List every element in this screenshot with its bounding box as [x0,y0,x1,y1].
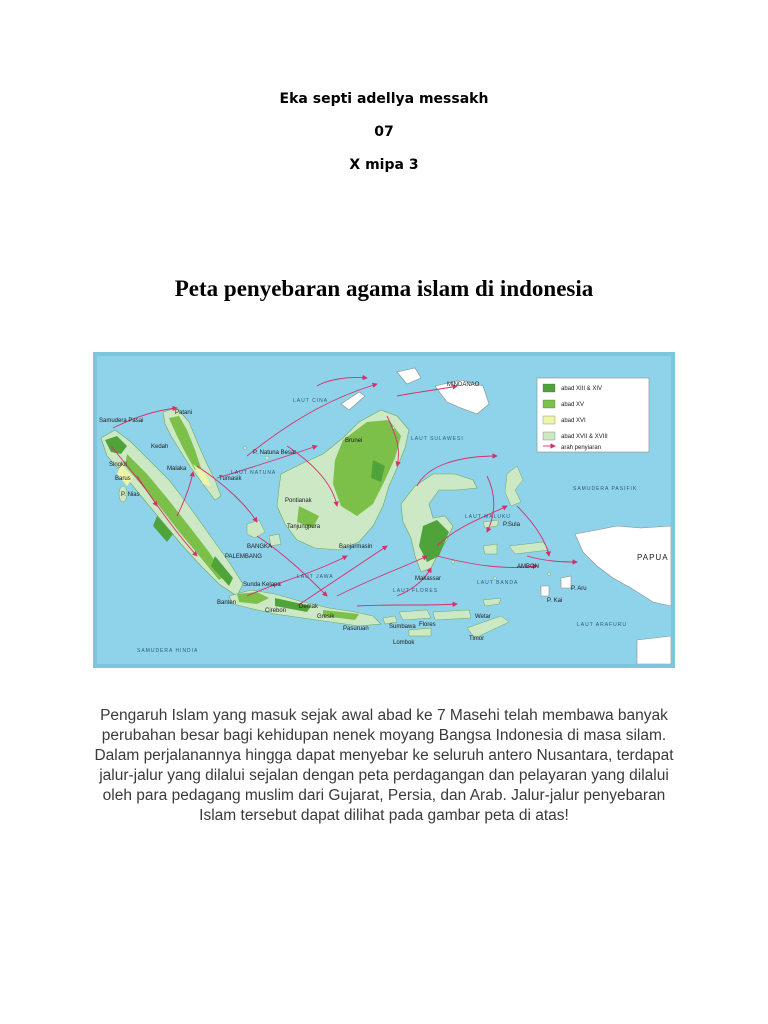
label-aru: P. Aru [571,586,587,592]
label-laut-natuna: LAUT NATUNA [231,470,277,476]
label-samudera-hindia: SAMUDERA HINDIA [137,648,199,654]
label-malaka: Malaka [167,466,187,472]
label-laut-banda: LAUT BANDA [477,580,519,586]
label-kedah: Kedah [151,444,169,450]
label-nias: P. Nias [121,492,140,498]
label-tumasik: Tumasik [219,476,242,482]
label-sula: P.Sula [503,522,520,528]
label-sunda-kelapa: Sunda Kelapa [243,582,281,588]
label-brunei: Brunei [345,438,363,444]
land-flores [433,610,471,620]
label-laut-jawa: LAUT JAWA [297,574,334,580]
label-laut-maluku: LAUT MALUKU [465,514,511,520]
legend-label-route: arah penyiaran [561,445,602,451]
label-patani: Patani [175,410,193,416]
student-class: X mipa 3 [349,157,419,173]
body-paragraph: Pengaruh Islam yang masuk sejak awal abad ke 7 Masehi telah membawa banyak perubahan besar bagi kehidupan nenek moyang Bangsa Indonesia di masa silam. Dalam perjalanannya hingga dapat menyebar ke seluruh antero Nusantara, terdapat jalur-jalur yang dilalui sejalan dengan peta perdagangan dan pelayaran yang dilalui oleh para pedagang muslim dari Gujarat, Persia, dan Arab. Jalur-jalur penyebaran Islam tersebut dapat dilihat pada gambar peta di atas! [94,707,674,824]
label-demak: Demak [299,604,319,610]
label-palembang: PALEMBANG [225,554,262,560]
label-banten: Banten [217,600,237,606]
label-pontianak: Pontianak [285,498,312,504]
label-singkil: Singkil [109,462,127,468]
label-sumbawa: Sumbawa [389,624,416,630]
label-laut-arafuru: LAUT ARAFURU [577,622,627,628]
label-barus: Barus [115,476,131,482]
label-banjarmasin: Banjarmasin [339,544,373,550]
label-tanjungpura: Tanjungpura [287,524,321,530]
label-mindanao: MINDANAO [447,382,480,388]
label-pasuruan: Pasuruan [343,626,369,632]
label-bangka: BANGKA [247,544,273,550]
legend-label-xvi: abad XVI [561,418,586,424]
student-number: 07 [374,124,394,140]
label-ambon: AMBON [517,564,540,570]
legend-swatch-xvii [543,432,555,440]
legend-label-xiii: abad XIII & XIV [561,386,603,392]
label-laut-sulawesi: LAUT SULAWESI [411,436,464,442]
label-lombok: Lombok [393,640,415,646]
legend-label-xvii: abad XVII & XVIII [561,434,608,440]
label-makassar: Makassar [415,576,442,582]
label-samudera-pasifik: SAMUDERA PASIFIK [573,486,638,492]
label-samudera-pasai: Samudera Pasai [99,418,144,424]
islam-spread-map [93,352,675,668]
label-laut-cina: LAUT CINA [293,398,329,404]
label-laut-flores: LAUT FLORES [393,588,439,594]
legend-label-xv: abad XV [561,402,585,408]
author-name: Eka septi adellya messakh [279,91,489,107]
land-buru [483,544,497,554]
label-flores: Flores [419,622,436,628]
label-papua: PAPUA [637,553,669,562]
map-canvas [97,356,671,664]
label-wetar: Wetar [475,614,491,620]
page-title: Peta penyebaran agama islam di indonesia [174,276,594,301]
label-gresik: Gresik [317,614,335,620]
legend-swatch-xvi [543,416,555,424]
label-timor: Timor [469,636,485,642]
legend-swatch-xiii [543,384,555,392]
label-kai: P. Kai [547,598,563,604]
map-legend [537,378,649,452]
legend-swatch-xv [543,400,555,408]
label-natuna: P. Natuna Besar [253,450,297,456]
land-sumbawa [399,610,431,620]
label-cirebon: Cirebon [265,608,287,614]
